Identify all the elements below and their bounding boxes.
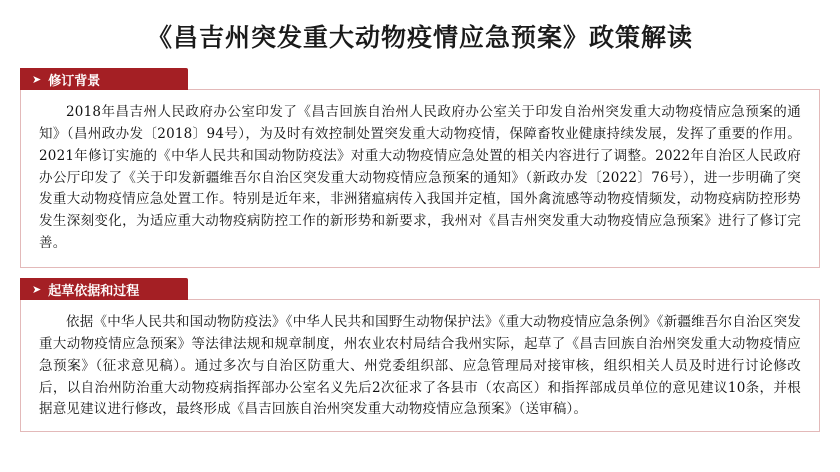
section-revision-background — [20, 68, 820, 268]
chevron-right-icon: ➤ — [32, 72, 42, 86]
section-paragraph: 依据《中华人民共和国动物防疫法》《中华人民共和国野生动物保护法》《重大动物疫情应急条例》《新疆维吾尔自治区突发重大动物疫情应急预案》等法律法规和规章制度，州农业农村局结合我州实际，起草了《昌吉回族自治州突发重大动物疫情应急预案》（征求意见稿）。通过多次与自治区防重大、州党委组织部、应急管理局对接审核，组织相关人员及时进行讨论修改后，以自治州防治重大动物疫病指挥部办公室名义先后2次征求了各县市（农高区）和指挥部成员单位的意见建议10条，并根据意见建议进行修改，最终形成《昌吉回族自治州突发重大动物疫情应急预案》（送审稿）。 — [39, 314, 801, 418]
chevron-right-icon: ➤ — [32, 282, 42, 296]
section-heading-label: 修订背景 — [48, 73, 101, 89]
section-heading-banner — [20, 68, 188, 90]
section-body — [20, 300, 820, 432]
section-body — [20, 90, 820, 268]
section-heading-banner — [20, 278, 188, 300]
section-heading-label: 起草依据和过程 — [48, 283, 140, 299]
section-header-bar — [20, 278, 820, 300]
section-header-bar — [20, 68, 820, 90]
section-drafting-basis-and-process — [20, 278, 820, 432]
page-title: 《昌吉州突发重大动物疫情应急预案》政策解读 — [146, 23, 693, 52]
section-paragraph: 2018年昌吉州人民政府办公室印发了《昌吉回族自治州人民政府办公室关于印发自治州突发重大动物疫情应急预案的通知》（昌州政办发〔2018〕94号），为及时有效控制处置突发重大动物疫情，保障畜牧业健康持续发展，发挥了重要的作用。2021年修订实施的《中华人民共和国动物防疫法》对重大动物疫情应急处置的相关内容进行了调整。2022年自治区人民政府办公厅印发了《关于印发新疆维吾尔自治区突发重大动物疫情应急预案的通知》（新政办发〔2022〕76号），进一步明确了突发重大动物疫情应急处置工作。特别是近年来，非洲猪瘟病传入我国并定植，国外禽流感等动物疫情频发，动物疫病防控形势发生深刻变化，为适应重大动物疫病防控工作的新形势和新要求，我州对《昌吉州突发重大动物疫情应急预案》进行了修订完善。 — [39, 104, 801, 252]
